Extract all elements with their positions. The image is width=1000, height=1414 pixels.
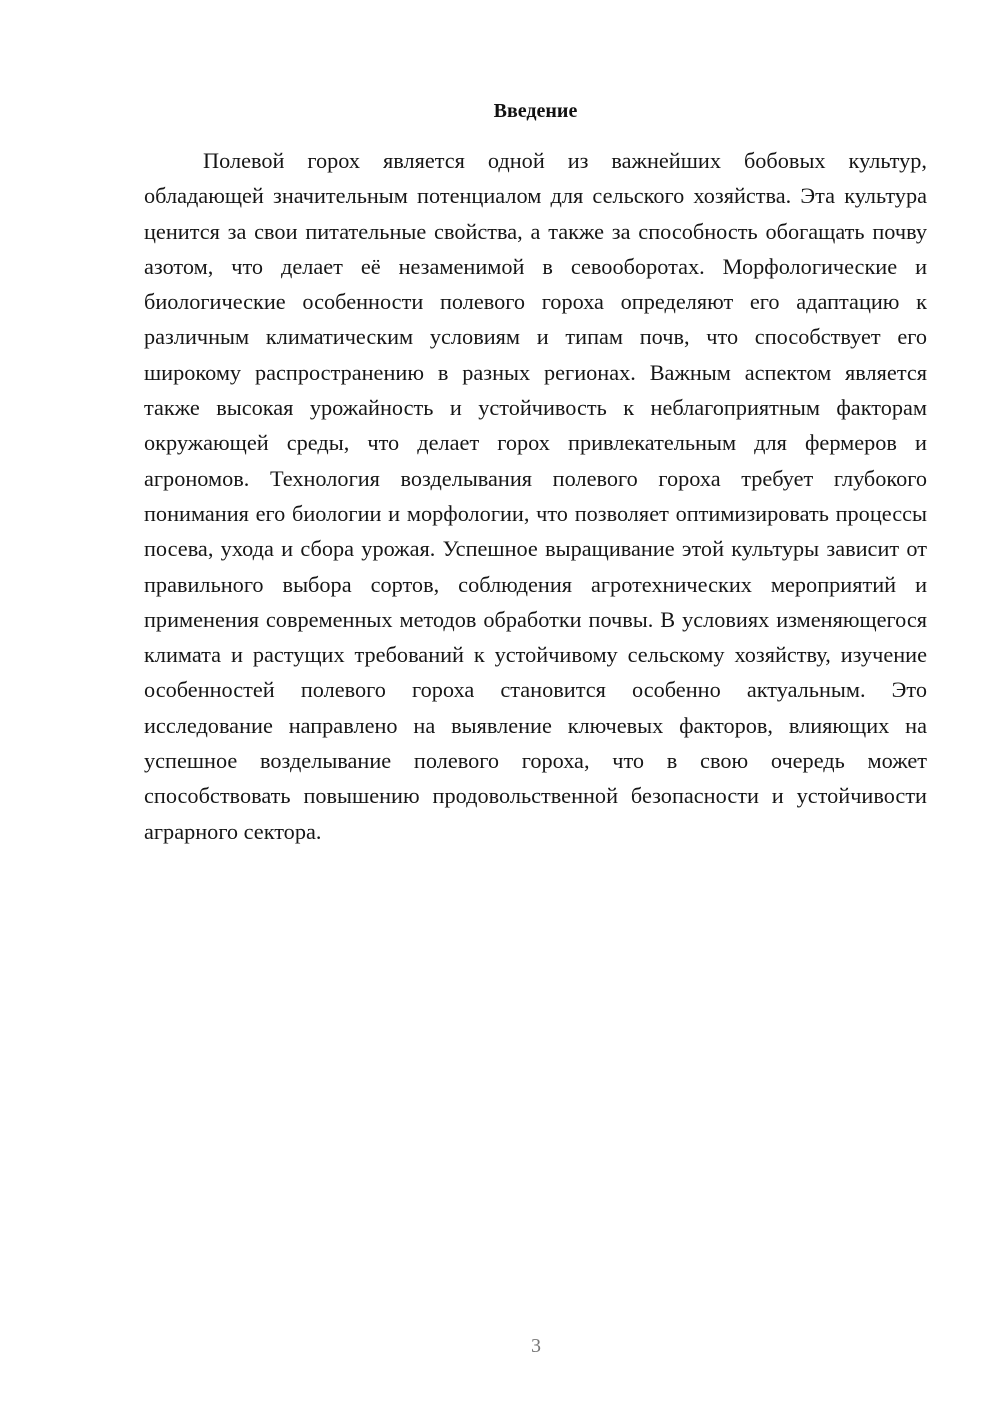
- introduction-paragraph: Полевой горох является одной из важнейших бобовых культур, обладающей значительным потенциалом для сельского хозяйства. Эта культура ценится за свои питательные свойства, а также за способность обогащать почву азотом, что делает её незаменимой в севооборотах. Морфологические и биологические особенности полевого гороха определяют его адаптацию к различным климатическим условиям и типам почв, что способствует его широкому распространению в разных регионах. Важным аспектом является также высокая урожайность и устойчивость к неблагоприятным факторам окружающей среды, что делает горох привлекательным для фермеров и агрономов. Технология возделывания полевого гороха требует глубокого понимания его биологии и морфологии, что позволяет оптимизировать процессы посева, ухода и сбора урожая. Успешное выращивание этой культуры зависит от правильного выбора сортов, соблюдения агротехнических мероприятий и применения современных методов обработки почвы. В условиях изменяющегося климата и растущих требований к устойчивому сельскому хозяйству, изучение особенностей полевого гороха становится особенно актуальным. Это исследование направлено на выявление ключевых факторов, влияющих на успешное возделывание полевого гороха, что в свою очередь может способствовать повышению продовольственной безопасности и устойчивости аграрного сектора.: [144, 148, 927, 844]
- page-number: 3: [531, 1335, 541, 1357]
- section-heading: Введение: [493, 100, 578, 122]
